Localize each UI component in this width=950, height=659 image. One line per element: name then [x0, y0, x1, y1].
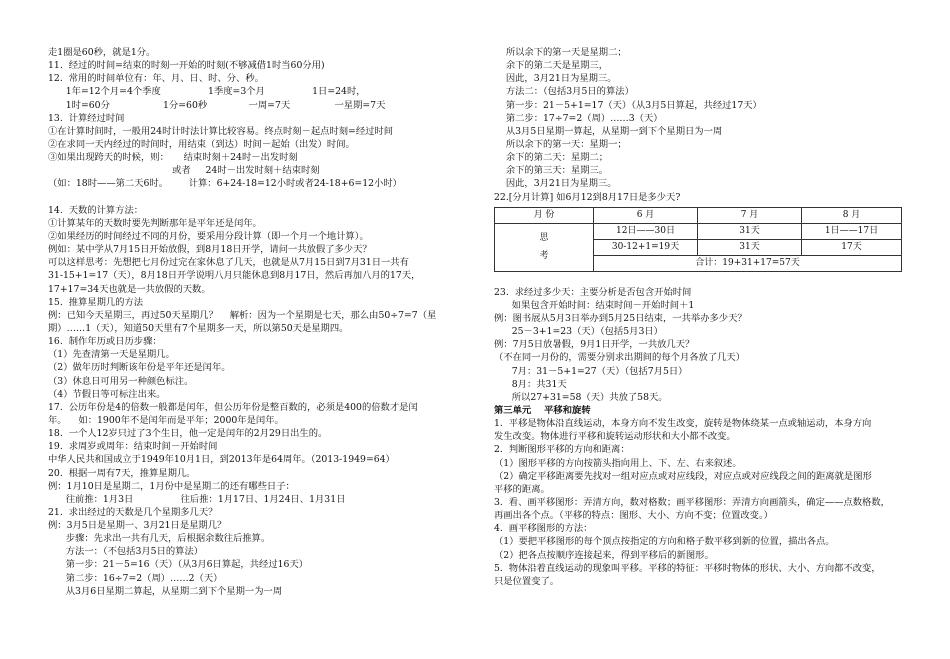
text-line: 往前推：1月3日 往后推：1月17日、1月24日、1月31日 — [48, 493, 346, 505]
right-top-text — [494, 46, 904, 204]
text-line: （2）做年历时判断该年份是平年还是闰年。 — [48, 362, 231, 374]
text-line: 中华人民共和国成立于1949年10月1日，到2013年是64周年。（2013-1949=64） — [48, 454, 395, 466]
right-column — [494, 46, 904, 588]
text-line: （如：18时——第二天6时。 计算：6+24-18=12小时或者24-18+6=12小时） — [48, 178, 402, 190]
text-line: 20. 根据一周有7天，推算星期几。 — [48, 467, 196, 479]
text-line: （3）休息日可用另一种颜色标注。 — [48, 375, 194, 387]
text-line: ②如果经历的时间经过不同的月份，要采用分段计算（即一个月一个地计算）。 — [48, 230, 369, 242]
text-line: 12. 常用的时间单位有：年、月、日、时、分、秒。 — [48, 73, 264, 85]
left-column — [48, 46, 478, 598]
text-line — [48, 191, 478, 204]
text-line: （2）确定平移距离要先找对一组对应点或对应线段，对应点或对应线段之间的距离就是图形 — [494, 470, 872, 482]
text-line: 例：7月5日放暑假，9月1日开学，一共放几天？ — [494, 339, 695, 351]
days-table — [494, 207, 902, 272]
text-line: ①计算某年的天数时要先判断那年是平年还是闰年。 — [48, 217, 262, 229]
text-line: ①在计算时间时，一般用24时计时法计算比较容易。终点时刻－起点时刻=经过时间 — [48, 125, 394, 137]
text-line: 所以27+31=58（天）共放了58天。 — [494, 391, 668, 403]
text-line: 23. 求经过多少天：主要分析是否包含开始时间 — [494, 286, 692, 298]
text-line: 走1圈是60秒，就是1分。 — [48, 47, 156, 58]
text-line: 第二步：17÷7=2（周）……3（天） — [494, 112, 663, 124]
text-line: 从3月6日星期二算起，从星期二到下个星期一为一周 — [48, 585, 283, 597]
text-line: 第一步：21－5=16（天）（从3月6日算起，共经过16天） — [48, 559, 309, 571]
text-line: 例：1月10日是星期二，1月份中是星期二的还有哪些日子： — [48, 480, 295, 492]
text-line: 平移的距离。 — [494, 483, 550, 495]
text-line: 18. 一个人12岁只过了3个生日，他一定是闰年的2月29日出生的。 — [48, 428, 328, 440]
text-line: 14. 天数的计算方法： — [48, 204, 144, 216]
text-line: 25－3+1=23（天）（包括5月3日） — [494, 326, 663, 338]
table-cell: 31天 — [698, 223, 802, 239]
text-line: 余下的第二天是星期三， — [494, 60, 609, 72]
spacer — [494, 274, 904, 286]
text-line: 年。 如：1900年不是闰年而是平年；2000年是闰年。 — [48, 414, 284, 426]
unit-title: 第三单元 平移和旋转 — [494, 404, 591, 416]
table-header-cell: 6 月 — [594, 207, 698, 223]
text-line: 1时=60分 1分=60秒 一周=7天 一星期=7天 — [48, 99, 386, 111]
text-line: 所以余下的第一天是星期二； — [494, 47, 627, 58]
table-row — [495, 223, 902, 239]
text-line: 因此，3月21日为星期三。 — [494, 73, 617, 85]
table-cell: 1日——17日 — [802, 223, 902, 239]
text-line: 7月：31－5+1=27（天）（包括7月5日） — [494, 365, 688, 377]
table-cell: 12日——30日 — [594, 223, 698, 239]
row-label-1: 思 — [539, 233, 549, 244]
text-line: 例：已知今天星期三，再过50天星期几？ 解析：因为一个星期是七天，那么由50÷7=7（星 — [48, 309, 437, 321]
text-line: 例：图书展从5月3日举办到5月25日结束，一共举办多少天？ — [494, 312, 747, 324]
text-line: （1）先查清第一天是星期几。 — [48, 349, 175, 361]
text-line: 方法二：（包括3月5日的算法） — [494, 86, 634, 98]
row-label-2: 考 — [539, 251, 549, 262]
text-line: 只是位置变了。 — [494, 575, 560, 587]
table-header-cell: 8 月 — [802, 207, 902, 223]
text-line: 第一步：21－5+1=17（天）（从3月5日算起，共经过17天） — [494, 99, 762, 111]
text-line: 步骤：先求出一共有几天，后根据余数往后推算。 — [48, 533, 271, 545]
unit-text — [494, 417, 904, 588]
table-cell: 31天 — [698, 239, 802, 255]
text-line: 21. 求出经过的天数是几个星期多几天？ — [48, 506, 218, 518]
text-line: 余下的第三天：星期三。 — [494, 165, 609, 177]
text-line: 11. 经过的时间=结束的时刻一开始的时刻(不够减借1时当60分用) — [48, 60, 325, 72]
table-row-label — [495, 223, 594, 271]
text-line: 第二步：16÷7=2（周）……2（天） — [48, 572, 223, 584]
text-line: 22.[分月计算] 如6月12到8月17日是多少天? — [494, 191, 681, 203]
text-line: 余下的第二天：星期二； — [494, 152, 609, 164]
text-line: （1）要把平移图形的每个顶点按指定的方向和格子数平移到新的位置，描出各点。 — [494, 536, 835, 548]
text-line: 17+17=34天也就是一共放假的天数。 — [48, 283, 211, 295]
text-line: ③如果出现跨天的时候，则： 结束时刻＋24时－出发时刻 — [48, 152, 298, 164]
text-line: （1）图形平移的方向按箭头指向用上、下、左、右来叙述。 — [494, 457, 742, 469]
text-line: 16. 制作年历或日历步骤： — [48, 336, 162, 348]
text-line: （4）节假日等可标注出来。 — [48, 388, 166, 400]
table-cell: 30-12+1=19天 — [594, 239, 698, 255]
text-line: 发生改变。物体进行平移和旋转运动形状和大小都不改变。 — [494, 431, 736, 443]
table-header-row — [495, 207, 902, 223]
text-line: 31-15+1=17（天），8月18日开学说明八月只能休息到8月17日，然后再加八月的17天， — [48, 270, 421, 282]
table-cell: 17天 — [802, 239, 902, 255]
text-line: 2. 判断图形平移的方向和距离： — [494, 444, 630, 456]
text-line: 例：3月5日是星期一、3月21日是星期几？ — [48, 520, 227, 532]
text-line: 15. 推算星期几的方法 — [48, 296, 144, 308]
right-bottom-text — [494, 286, 904, 404]
text-line: 从3月5日星期一算起，从星期一到下个星期日为一周 — [494, 125, 723, 137]
text-line: 13. 计算经过时间 — [48, 112, 125, 124]
text-line: 如果包含开始时间：结束时间－开始时间＋1 — [494, 299, 695, 311]
table-header-cell: 7 月 — [698, 207, 802, 223]
text-line: 1年=12个月=4个季度 1季度=3个月 1日=24时， — [48, 86, 366, 98]
text-line: 19. 求周岁或周年：结束时间－开始时间 — [48, 441, 218, 453]
text-line: 或者 24时－出发时刻＋结束时刻 — [48, 165, 320, 177]
text-line: 方法一：（不包括3月5日的算法） — [48, 546, 204, 558]
text-line: 例如：某中学从7月15日开始放假，到8月18日开学，请问一共放假了多少天？ — [48, 244, 372, 256]
text-line: 因此，3月21日为星期三。 — [494, 178, 617, 190]
text-line: 期）……1（天），知道50天里有7个星期多一天，所以第50天是星期四。 — [48, 322, 349, 334]
table-total: 合计：19+31+17=57天 — [594, 255, 902, 271]
text-line: 可以这样思考：先想把七月份过完在家休息了几天，也就是从7月15日到7月31日一共有 — [48, 257, 409, 269]
text-line: 所以余下的第一天：星期一； — [494, 138, 627, 150]
text-line: 17. 公历年份是4的倍数一般都是闰年，但公历年份是整百数的，必须是400的倍数才是闰 — [48, 401, 418, 413]
text-line: 1. 平移是物体沿直线运动，本身方向不发生改变，旋转是物体绕某一点或轴运动，本身方向 — [494, 418, 872, 430]
table-header-cell: 月 份 — [495, 207, 594, 223]
text-line: 4. 画平移图形的方法： — [494, 523, 593, 535]
text-line: 再画出各个点。（平移的特点：图形、大小、方向不变；位置改变。） — [494, 510, 773, 522]
text-line: （不在同一月份的，需要分别求出期间的每个月各放了几天） — [494, 352, 746, 364]
text-line: 5. 物体沿着直线运动的现象叫平移。平移的特征：平移时物体的形状、大小、方向都不改变， — [494, 562, 881, 574]
text-line: 8月：共31天 — [494, 378, 567, 390]
text-line: ②在求同一天内经过的时间时，用结束（到达）时间－起始（出发）时间。 — [48, 138, 355, 150]
text-line: 3. 看、画平移图形：弄清方向，数对格数；画平移图形：弄清方向画箭头，确定——点数格数， — [494, 496, 890, 508]
text-line: （2）把各点按顺序连接起来，得到平移后的新图形。 — [494, 549, 714, 561]
